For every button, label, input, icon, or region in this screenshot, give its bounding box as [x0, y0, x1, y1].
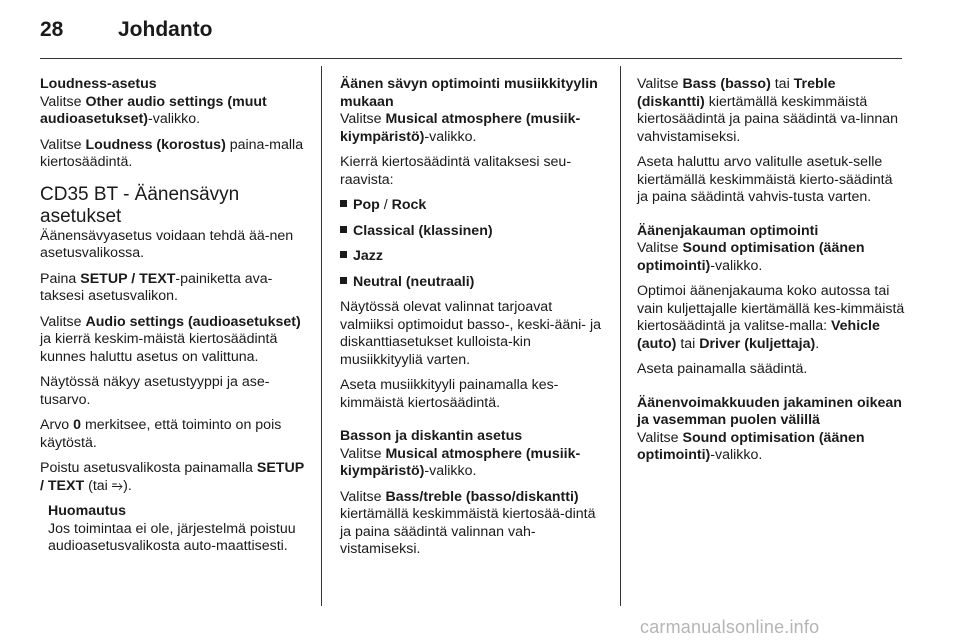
list-item: Neutral (neutraali) — [340, 274, 608, 292]
back-icon: ⥱ — [111, 477, 124, 494]
paragraph: Valitse Audio settings (audioasetukset) ja kierrä keskim-mäistä kiertosäädintä kunnes haluttu asetus on valittuna. — [40, 313, 301, 365]
header-divider — [40, 58, 902, 59]
paragraph: Aseta painamalla säädintä. — [637, 361, 808, 377]
loudness-heading: Loudness-asetus — [40, 76, 157, 92]
paragraph: Valitse Musical atmosphere (musiik-kiympäristö)-valikko. — [340, 111, 581, 145]
column-1 — [40, 76, 306, 564]
paragraph: Valitse Loudness (korostus) paina-malla kiertosäädintä. — [40, 136, 304, 170]
bullet-icon — [340, 251, 347, 258]
bullet-icon — [340, 200, 347, 207]
subheading: Äänenjakauman optimointi — [637, 222, 819, 239]
paragraph: Näytössä olevat valinnat tarjoavat valmiiksi optimoidut basso-, keski-ääni- ja diskanttiasetukset kulloista-kin musiikkityyliä varten. — [340, 299, 601, 368]
note-text: Jos toimintaa ei ole, järjestelmä poistuu audioasetusvalikosta auto-maattisesti. — [48, 520, 296, 554]
paragraph: Optimoi äänenjakauma koko autossa tai vain kuljettajalle kiertämällä kes-kimmäistä kiertosäädintä ja valitse-malla: Vehicle (auto) tai Driver (kuljettaja). — [637, 283, 905, 352]
subheading: Äänen sävyn optimointi musiikkityylin mukaan — [340, 76, 598, 110]
watermark: carmanualsonline.info — [640, 617, 820, 637]
paragraph: Äänensävyasetus voidaan tehdä ää-nen asetusvalikossa. — [40, 227, 294, 261]
page-number: 28 — [40, 18, 64, 41]
column-2 — [340, 76, 608, 567]
paragraph: Valitse Musical atmosphere (musiik-kiympäristö)-valikko. — [340, 445, 581, 479]
page-header — [40, 18, 900, 46]
paragraph: Kierrä kiertosäädintä valitaksesi seu-raavista: — [340, 154, 572, 188]
column-3 — [637, 76, 905, 473]
paragraph: Valitse Other audio settings (muut audioasetukset)-valikko. — [40, 93, 267, 127]
subheading: Äänenvoimakkuuden jakaminen oikean ja vasemman puolen välillä — [637, 394, 902, 428]
paragraph: Valitse Sound optimisation (äänen optimointi)-valikko. — [637, 429, 865, 463]
paragraph: Valitse Bass (basso) tai Treble (diskantti) kiertämällä keskimmäistä kiertosäädintä ja paina säädintä va-linnan vahvistamiseksi. — [637, 76, 899, 145]
note-box — [40, 503, 306, 556]
paragraph: Näytössä näkyy asetustyyppi ja ase-tusarvo. — [40, 374, 270, 408]
paragraph: Poistu asetusvalikosta painamalla SETUP / TEXT (tai ⥱). — [40, 460, 304, 494]
paragraph: Aseta haluttu arvo valitulle asetuk-selle kiertämällä keskimmäistä kierto-säädintä ja paina säädintä vahvis-tusta varten. — [637, 154, 893, 205]
bullet-icon — [340, 277, 347, 284]
column-divider-1 — [321, 66, 322, 606]
subheading: Basson ja diskantin asetus — [340, 428, 523, 444]
section-heading: CD35 BT - Äänensävyn asetukset — [40, 183, 240, 227]
bullet-icon — [340, 226, 347, 233]
list-item: Classical (klassinen) — [340, 223, 608, 241]
paragraph: Paina SETUP / TEXT-painiketta ava-taksesi asetusvalikon. — [40, 270, 273, 304]
note-heading: Huomautus — [48, 503, 127, 519]
paragraph: Valitse Sound optimisation (äänen optimointi)-valikko. — [637, 240, 865, 274]
column-divider-2 — [620, 66, 621, 606]
page-title: Johdanto — [118, 18, 213, 41]
paragraph: Arvo 0 merkitsee, että toiminto on pois käytöstä. — [40, 417, 282, 451]
list-item: Pop / Rock — [340, 197, 608, 215]
list-item: Jazz — [340, 248, 608, 266]
paragraph: Aseta musiikkityyli painamalla kes-kimmäistä kiertosäädintä. — [340, 377, 559, 411]
paragraph: Valitse Bass/treble (basso/diskantti) kiertämällä keskimmäistä kiertosää-dintä ja paina säädintä valinnan vah-vistamiseksi. — [340, 488, 596, 557]
